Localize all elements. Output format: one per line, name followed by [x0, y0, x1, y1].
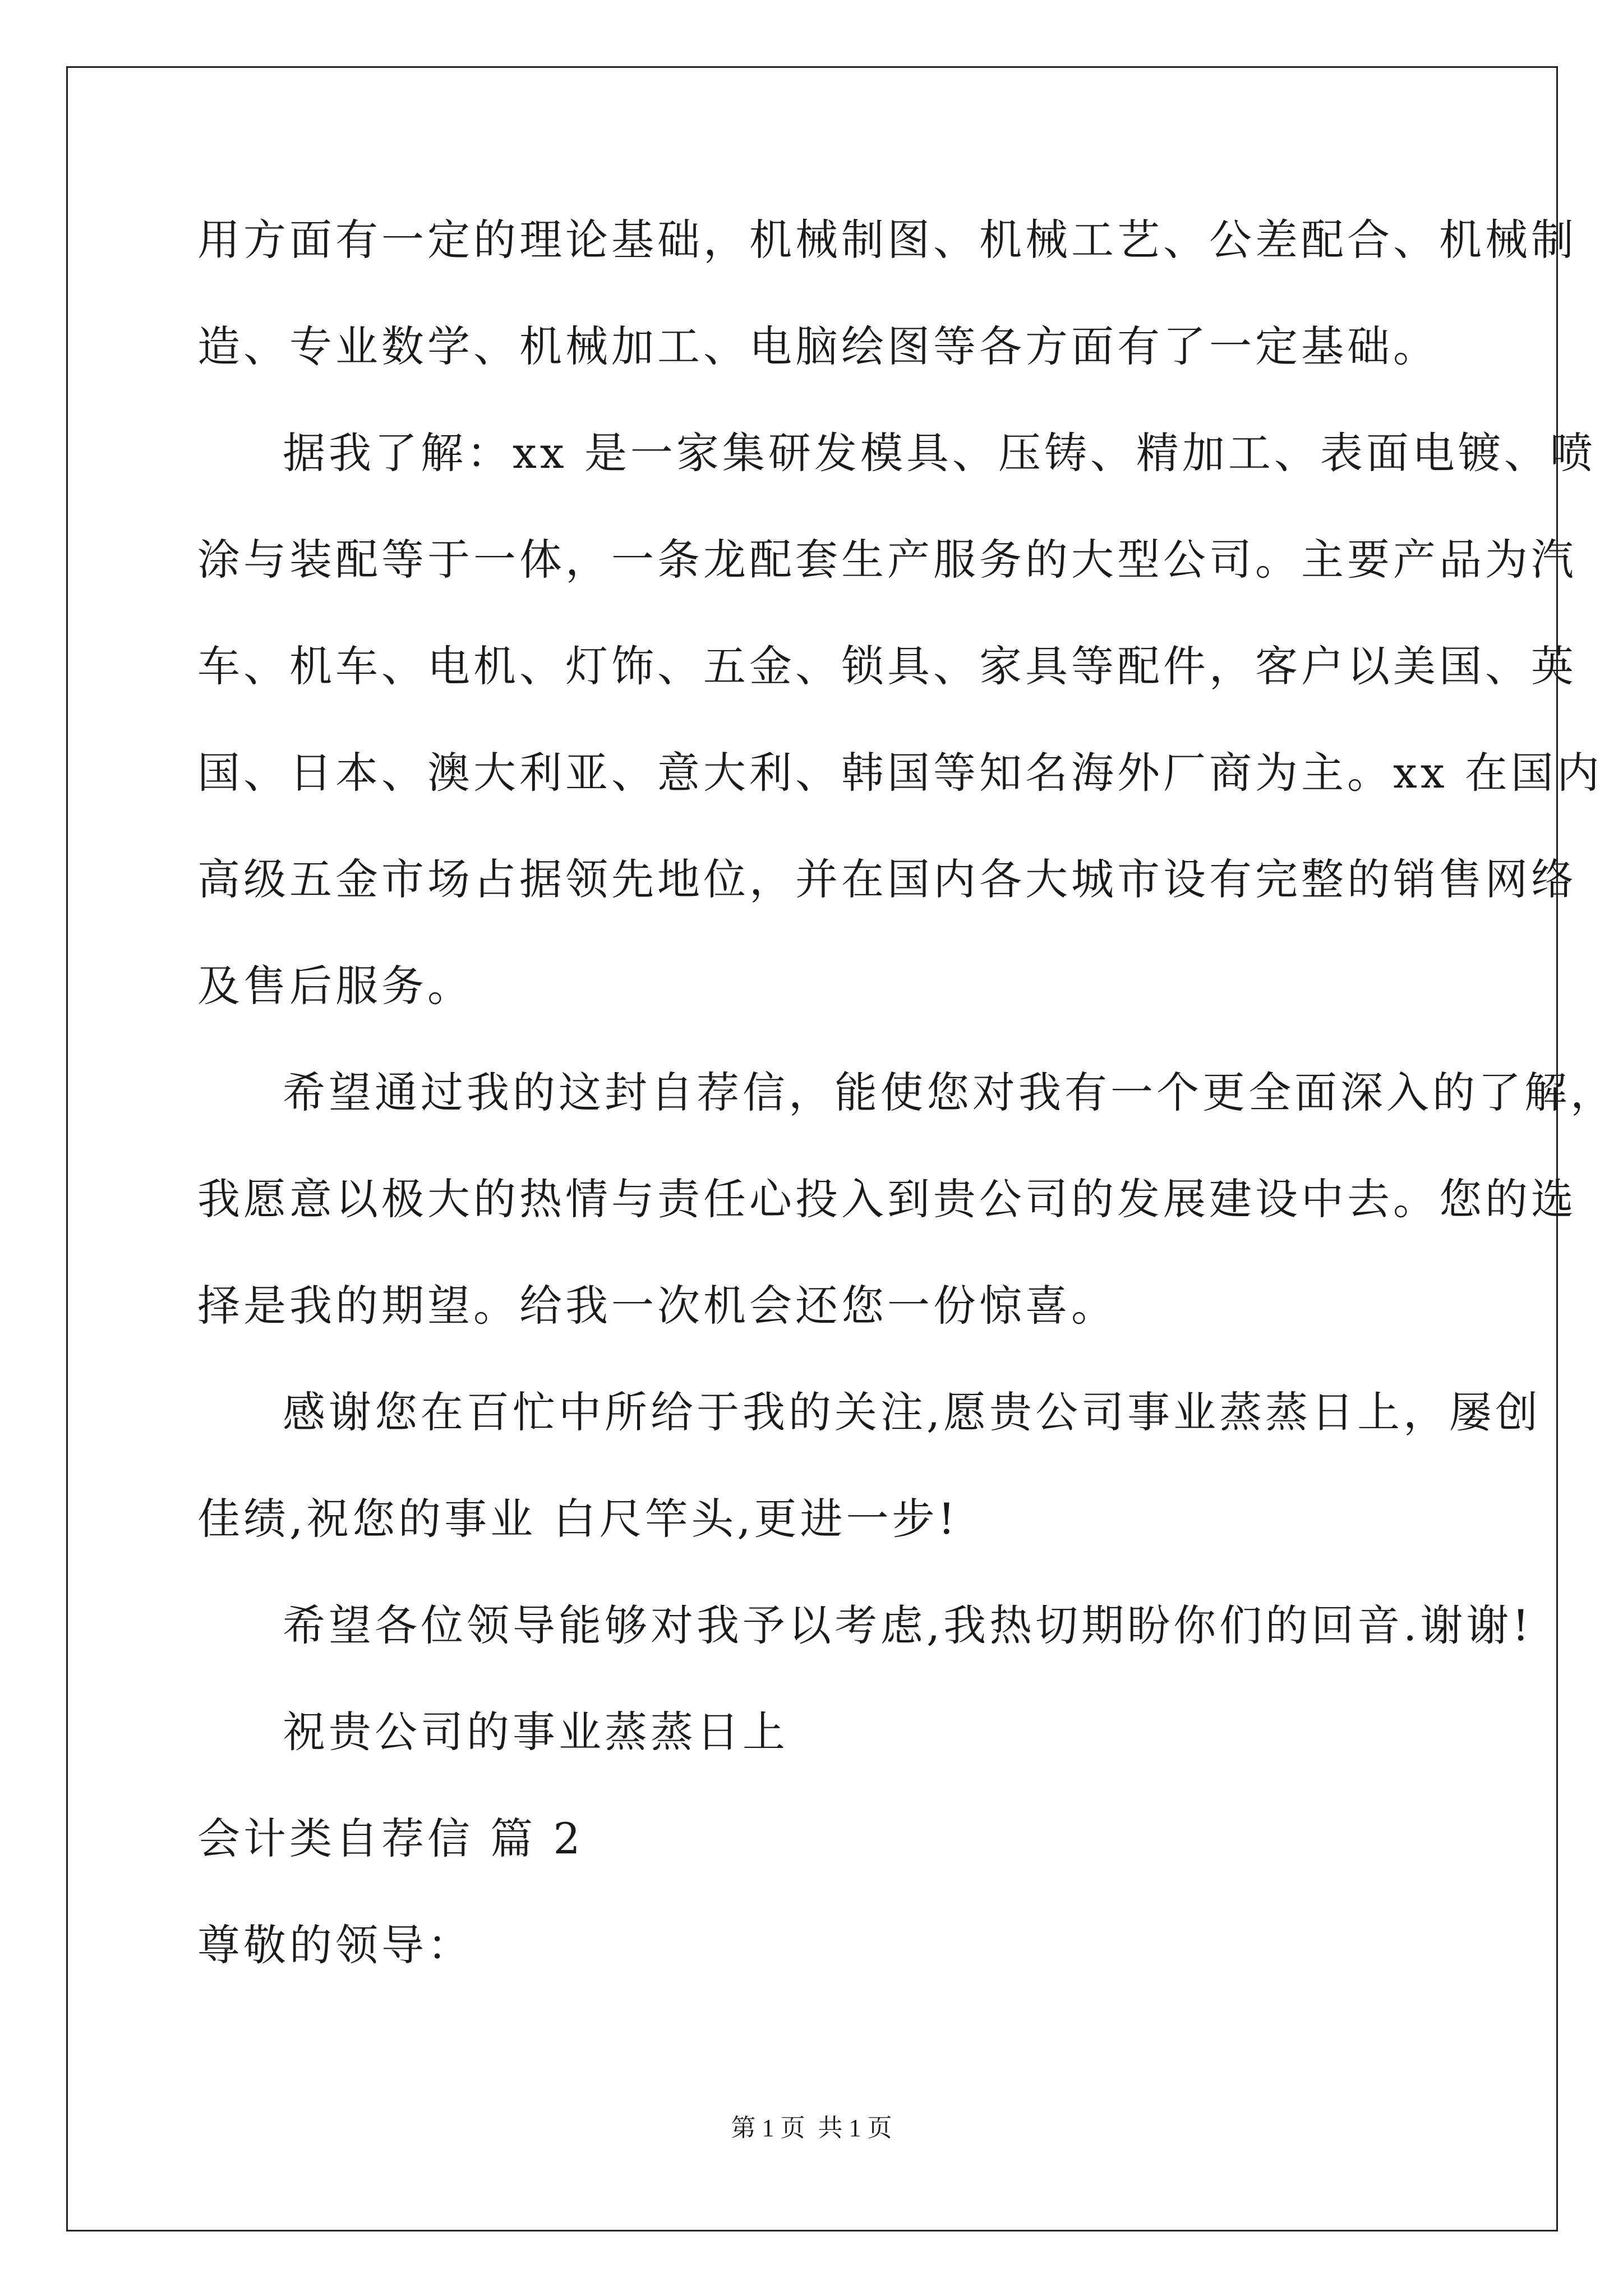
body-line: 择是我的期望。给我一次机会还您一份惊喜。 — [197, 1281, 1117, 1331]
section-heading: 会计类自荐信 篇 2 — [197, 1814, 584, 1864]
salutation: 尊敬的领导： — [197, 1920, 473, 1970]
body-line: 涂与装配等于一体，一条龙配套生产服务的大型公司。主要产品为汽 — [197, 535, 1577, 585]
page-border — [66, 66, 1558, 2231]
body-line: 及售后服务。 — [197, 961, 473, 1011]
body-line: 造、专业数学、机械加工、电脑绘图等各方面有了一定基础。 — [197, 321, 1439, 371]
page-footer — [0, 2113, 1623, 2144]
body-line: 高级五金市场占据领先地位，并在国内各大城市设有完整的销售网络 — [197, 854, 1577, 904]
paragraph-start-line: 据我了解：xx 是一家集研发模具、压铸、精加工、表面电镀、喷 — [283, 428, 1596, 478]
page-number-total: 共 1 页 — [818, 2114, 892, 2142]
body-line: 佳绩,祝您的事业 白尺竿头,更进一步! — [197, 1494, 959, 1544]
page-number-current: 第 1 页 — [731, 2114, 805, 2142]
body-line: 用方面有一定的理论基础，机械制图、机械工艺、公差配合、机械制 — [197, 215, 1577, 265]
body-line: 车、机车、电机、灯饰、五金、锁具、家具等配件，客户以美国、英 — [197, 641, 1577, 691]
body-line: 国、日本、澳大利亚、意大利、韩国等知名海外厂商为主。xx 在国内 — [197, 748, 1603, 798]
closing-line: 祝贵公司的事业蒸蒸日上 — [283, 1707, 789, 1757]
paragraph-start-line: 希望通过我的这封自荐信，能使您对我有一个更全面深入的了解， — [283, 1068, 1616, 1117]
body-line: 我愿意以极大的热情与责任心投入到贵公司的发展建设中去。您的选 — [197, 1174, 1577, 1224]
paragraph-start-line: 感谢您在百忙中所给于我的关注,愿贵公司事业蒸蒸日上，屡创 — [283, 1387, 1542, 1437]
paragraph-start-line: 希望各位领导能够对我予以考虑,我热切期盼你们的回音.谢谢! — [283, 1600, 1533, 1650]
